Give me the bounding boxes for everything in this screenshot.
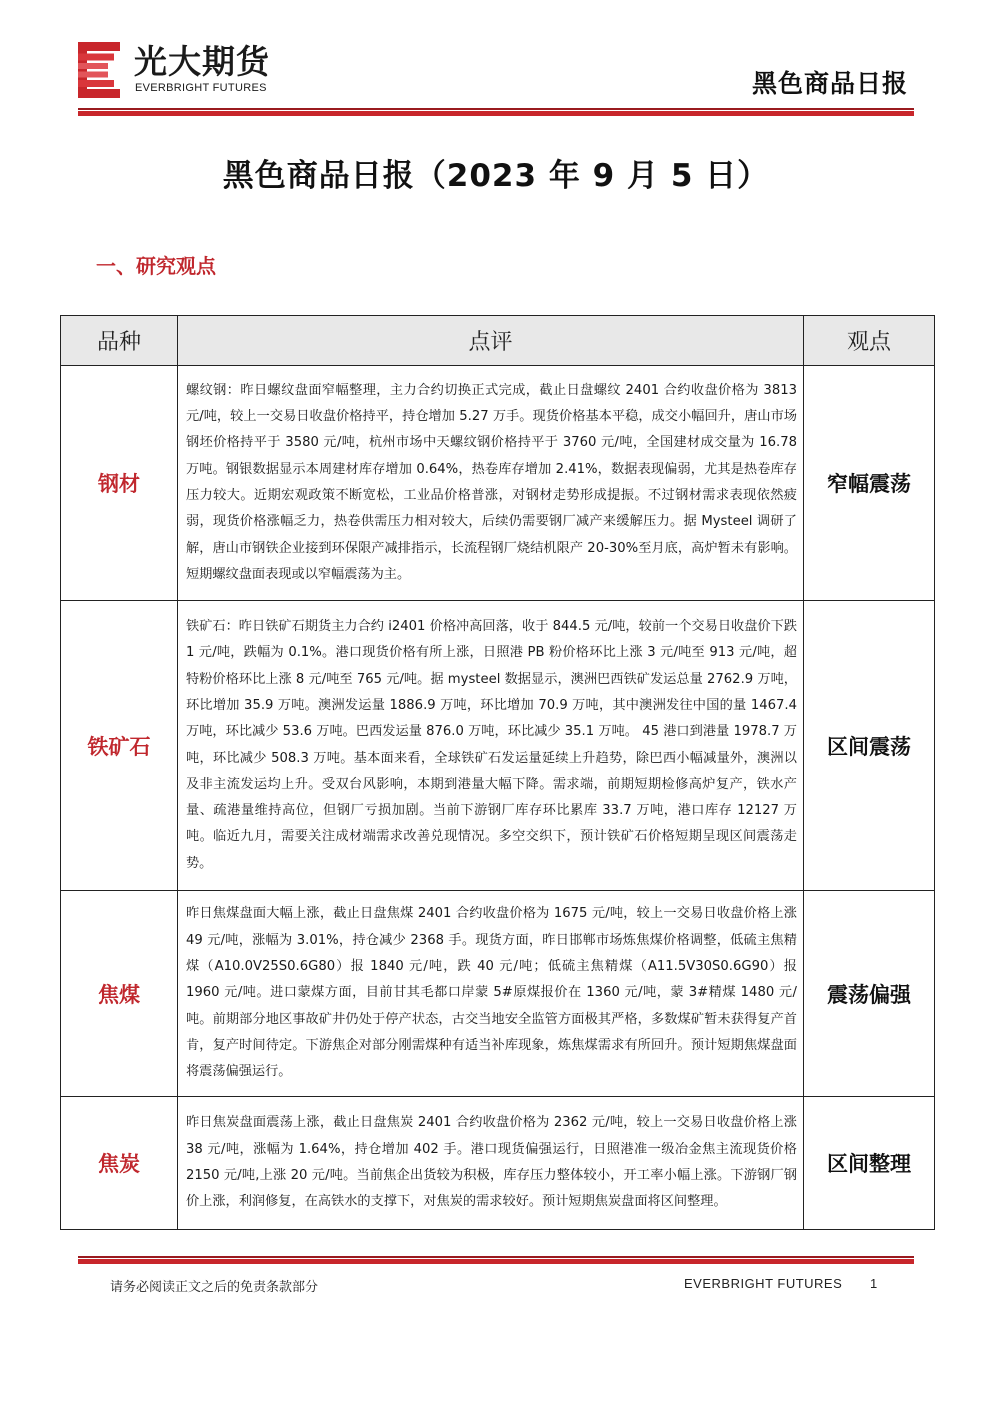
header-view: 观点 xyxy=(804,316,935,366)
table-row xyxy=(61,891,935,1097)
row-view: 区间震荡 xyxy=(804,601,935,891)
row-category: 焦煤 xyxy=(61,891,178,1097)
logo-text-cn: 光大期货 xyxy=(134,42,270,81)
header-divider-red xyxy=(78,111,914,116)
table-row xyxy=(61,1097,935,1230)
logo-text-en: EVERBRIGHT FUTURES xyxy=(135,82,267,94)
header-category: 品种 xyxy=(61,316,178,366)
header-divider xyxy=(78,108,914,110)
table-header-row xyxy=(61,316,935,366)
row-category: 焦炭 xyxy=(61,1097,178,1230)
page-header xyxy=(0,0,992,130)
row-comment: 昨日焦炭盘面震荡上涨，截止日盘焦炭 2401 合约收盘价格为 2362 元/吨，较上一交易日收盘价格上涨 38 元/吨，涨幅为 1.64%，持仓增加 402 手。港口现货偏强运行，日照港准一级冶金焦主流现货价格 2150 元/吨,上涨 20 元/吨。当前焦企出货较为积极，库存压力整体较小，开工率小幅上涨。下游钢厂钢价上涨，利润修复，在高铁水的支撑下，对焦炭的需求较好。预计短期焦炭盘面将区间整理。 xyxy=(178,1097,804,1230)
row-view: 窄幅震荡 xyxy=(804,366,935,601)
page-number: 1 xyxy=(870,1276,878,1291)
document-title: 黑色商品日报（2023 年 9 月 5 日） xyxy=(222,158,770,194)
row-comment: 螺纹钢：昨日螺纹盘面窄幅整理，主力合约切换正式完成，截止日盘螺纹 2401 合约收盘价格为 3813 元/吨，较上一交易日收盘价格持平，持仓增加 5.27 万手。现货价格基本平稳，成交小幅回升，唐山市场钢坯价格持平于 3580 元/吨，杭州市场中天螺纹钢价格持平于 3760 元/吨，全国建材成交量为 16.78 万吨。钢银数据显示本周建材库存增加 0.64%，热卷库存增加 2.41%，数据表现偏弱，尤其是热卷库存压力较大。近期宏观政策不断宽松，工业品价格普涨，对钢材走势形成提振。不过钢材需求表现依然疲弱，现货价格涨幅乏力，热卷供需压力相对较大，后续仍需要钢厂减产来缓解压力。据 Mysteel 调研了解，唐山市钢铁企业接到环保限产减排指示，长流程钢厂烧结机限产 20-30%至月底，高炉暂未有影响。短期螺纹盘面表现或以窄幅震荡为主。 xyxy=(178,366,804,601)
footer-disclaimer: 请务必阅读正文之后的免责条款部分 xyxy=(110,1280,319,1295)
table-row xyxy=(61,601,935,891)
footer-divider xyxy=(78,1256,914,1258)
footer-brand: EVERBRIGHT FUTURES xyxy=(684,1276,843,1291)
section-heading: 一、研究观点 xyxy=(96,254,216,278)
row-view: 震荡偏强 xyxy=(804,891,935,1097)
table-row xyxy=(61,366,935,601)
row-view: 区间整理 xyxy=(804,1097,935,1230)
everbright-logo-icon xyxy=(78,42,120,98)
row-comment: 铁矿石：昨日铁矿石期货主力合约 i2401 价格冲高回落，收于 844.5 元/吨，较前一个交易日收盘价下跌 1 元/吨，跌幅为 0.1%。港口现货价格有所上涨，日照港 PB 粉价格环比上涨 3 元/吨至 913 元/吨，超特粉价格环比上涨 8 元/吨至 765 元/吨。据 mysteel 数据显示，澳洲巴西铁矿发运总量 2762.9 万吨，环比增加 35.9 万吨。澳洲发运量 1886.9 万吨，环比增加 70.9 万吨，其中澳洲发往中国的量 1467.4 万吨，环比减少 53.6 万吨。巴西发运量 876.0 万吨，环比减少 35.1 万吨。 45 港口到港量 1978.7 万吨，环比减少 508.3 万吨。基本面来看，全球铁矿石发运量延续上升趋势，除巴西小幅减量外，澳洲以及非主流发运均上升。受双台风影响，本期到港量大幅下降。需求端，前期短期检修高炉复产，铁水产量、疏港量维持高位，但钢厂亏损加剧。当前下游钢厂库存环比累库 33.7 万吨，港口库存 12127 万吨。临近九月，需要关注成材端需求改善兑现情况。多空交织下，预计铁矿石价格短期呈现区间震荡走势。 xyxy=(178,601,804,891)
header-report-title: 黑色商品日报 xyxy=(751,69,908,98)
header-comment: 点评 xyxy=(178,316,804,366)
row-category: 钢材 xyxy=(61,366,178,601)
research-view-table xyxy=(60,315,935,1230)
footer-divider-red xyxy=(78,1259,914,1264)
row-category: 铁矿石 xyxy=(61,601,178,891)
row-comment: 昨日焦煤盘面大幅上涨，截止日盘焦煤 2401 合约收盘价格为 1675 元/吨，较上一交易日收盘价格上涨 49 元/吨，涨幅为 3.01%，持仓减少 2368 手。现货方面，昨日邯郸市场炼焦煤价格调整，低硫主焦精煤（A10.0V25S0.6G80）报 1840 元/吨，跌 40 元/吨；低硫主焦精煤（A11.5V30S0.6G90）报 1960 元/吨。进口蒙煤方面，目前甘其毛都口岸蒙 5#原煤报价在 1360 元/吨，蒙 3#精煤 1480 元/吨。前期部分地区事故矿井仍处于停产状态，古交当地安全监管方面极其严格，多数煤矿暂未获得复产首肯，复产时间待定。下游焦企对部分刚需煤种有适当补库现象，炼焦煤需求有所回升。预计短期焦煤盘面将震荡偏强运行。 xyxy=(178,891,804,1097)
